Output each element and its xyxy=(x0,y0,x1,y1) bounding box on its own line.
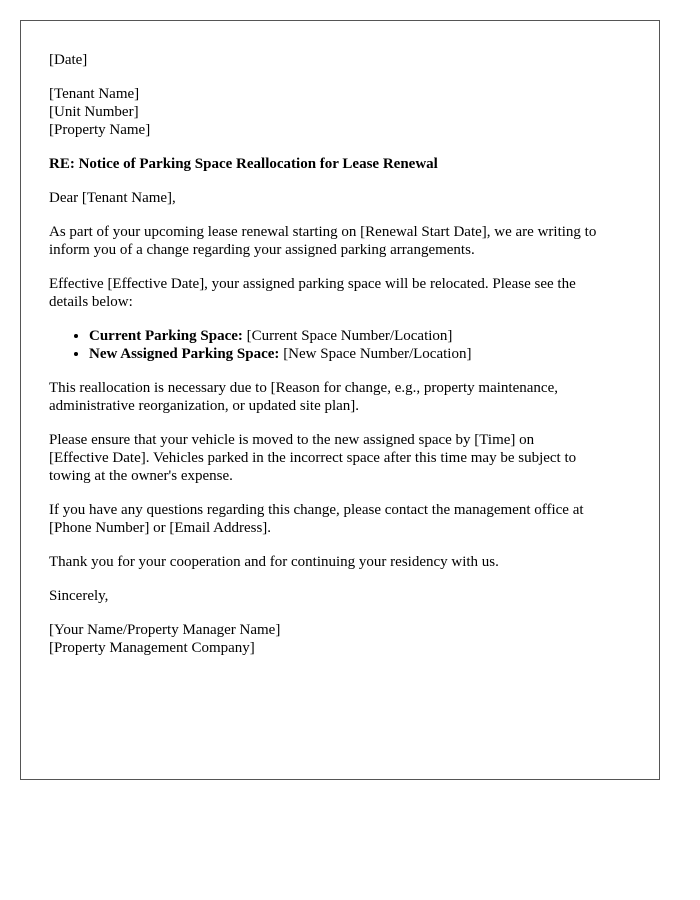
detail-value: [Current Space Number/Location] xyxy=(242,328,453,344)
subject-line: RE: Notice of Parking Space Reallocation for Lease Renewal xyxy=(49,156,438,172)
recipient-unit-number: [Unit Number] xyxy=(49,104,139,120)
contact-line-2: [Phone Number] or [Email Address]. xyxy=(49,520,272,536)
signature-name: [Your Name/Property Manager Name] xyxy=(49,622,281,638)
intro-line-1: As part of your upcoming lease renewal starting on [Renewal Start Date], we are writing to xyxy=(49,224,597,240)
reason-line-1: This reallocation is necessary due to [Reason for change, e.g., property maintenance, xyxy=(49,380,558,396)
letter-date: [Date] xyxy=(49,52,88,68)
detail-label: New Assigned Parking Space: xyxy=(89,346,280,362)
detail-label: Current Parking Space: xyxy=(89,328,243,344)
move-vehicle-paragraph xyxy=(49,431,631,485)
closing: Sincerely, xyxy=(49,588,109,604)
recipient-block xyxy=(49,85,631,139)
parking-details-list xyxy=(49,327,631,363)
detail-value: [New Space Number/Location] xyxy=(279,346,472,362)
effective-paragraph xyxy=(49,275,631,311)
recipient-property-name: [Property Name] xyxy=(49,122,151,138)
effective-line-1: Effective [Effective Date], your assigned parking space will be relocated. Please see the xyxy=(49,276,576,292)
contact-line-1: If you have any questions regarding this change, please contact the management office at xyxy=(49,502,584,518)
signature-block xyxy=(49,621,631,657)
reason-line-2: administrative reorganization, or updated site plan]. xyxy=(49,398,360,414)
move-line-1: Please ensure that your vehicle is moved to the new assigned space by [Time] on xyxy=(49,432,535,448)
recipient-tenant-name: [Tenant Name] xyxy=(49,86,140,102)
intro-line-2: inform you of a change regarding your assigned parking arrangements. xyxy=(49,242,475,258)
letter-page xyxy=(20,20,660,780)
move-line-2: [Effective Date]. Vehicles parked in the incorrect space after this time may be subject to xyxy=(49,450,577,466)
signature-company: [Property Management Company] xyxy=(49,640,255,656)
effective-line-2: details below: xyxy=(49,294,133,310)
intro-paragraph xyxy=(49,223,631,259)
move-line-3: towing at the owner's expense. xyxy=(49,468,233,484)
list-item xyxy=(89,327,631,345)
thanks-paragraph: Thank you for your cooperation and for continuing your residency with us. xyxy=(49,554,499,570)
salutation: Dear [Tenant Name], xyxy=(49,190,176,206)
list-item xyxy=(89,345,631,363)
contact-paragraph xyxy=(49,501,631,537)
reason-paragraph xyxy=(49,379,631,415)
